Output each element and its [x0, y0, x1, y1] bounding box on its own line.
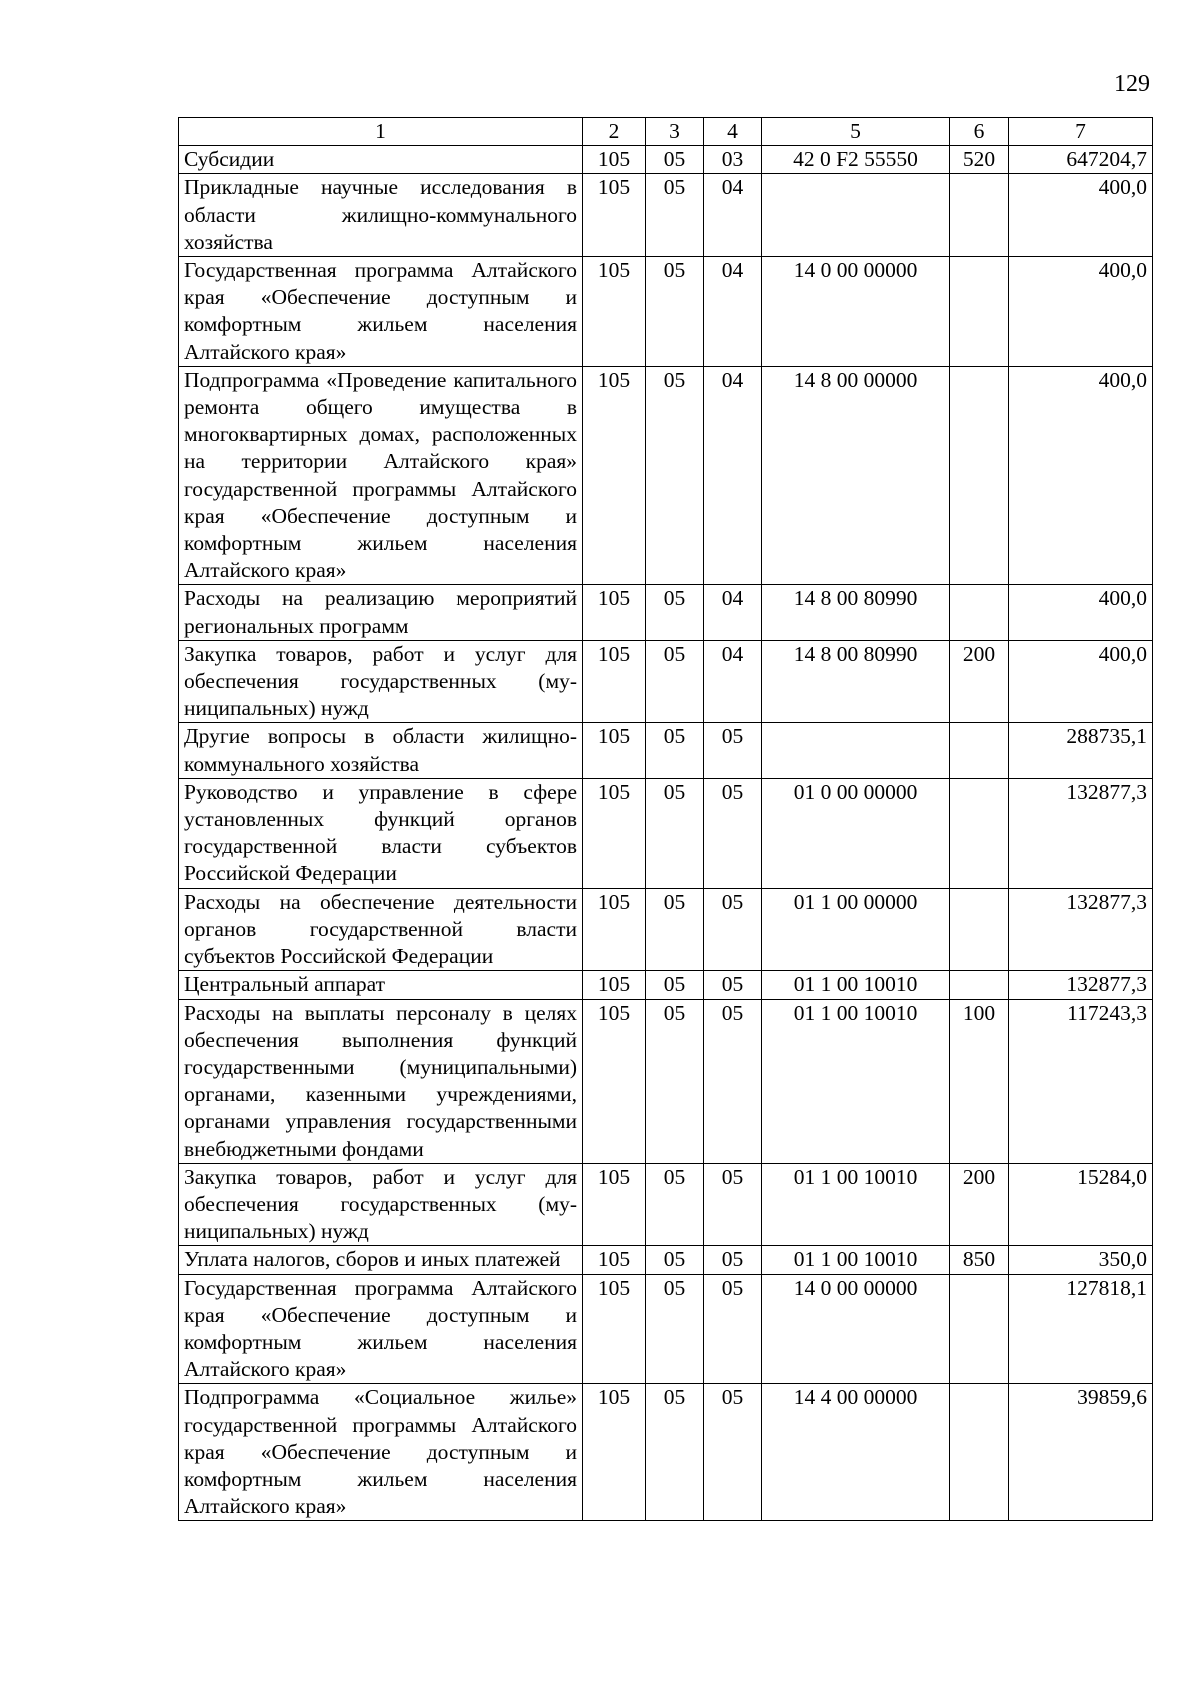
- row-col-5: 14 4 00 00000: [762, 1384, 950, 1521]
- row-col-2: 105: [583, 1384, 646, 1521]
- row-col-5: 01 1 00 10010: [762, 1163, 950, 1246]
- row-col-6: 520: [950, 146, 1009, 174]
- row-col-3: 05: [646, 146, 704, 174]
- budget-table: [178, 117, 1153, 1521]
- row-col-7: 132877,3: [1009, 971, 1153, 999]
- row-name: Подпрограмма «Социальное жилье» государственной программы Алтайского края «Обеспечение доступным и комфортным жильем населения Алтайского края»: [179, 1384, 583, 1521]
- row-col-4: 05: [704, 1163, 762, 1246]
- row-col-2: 105: [583, 146, 646, 174]
- row-col-5: 14 8 00 80990: [762, 640, 950, 723]
- row-col-5: 14 8 00 00000: [762, 366, 950, 585]
- header-col-7: 7: [1009, 118, 1153, 146]
- row-col-7: 400,0: [1009, 585, 1153, 640]
- row-col-4: 04: [704, 366, 762, 585]
- row-col-7: 400,0: [1009, 366, 1153, 585]
- table-row: [179, 723, 1153, 778]
- row-col-2: 105: [583, 257, 646, 367]
- row-col-2: 105: [583, 640, 646, 723]
- table-row: [179, 585, 1153, 640]
- row-col-7: 400,0: [1009, 257, 1153, 367]
- row-col-3: 05: [646, 1246, 704, 1274]
- row-col-3: 05: [646, 585, 704, 640]
- header-col-2: 2: [583, 118, 646, 146]
- row-col-4: 05: [704, 888, 762, 971]
- row-name: Закупка товаров, работ и услуг для обеспечения государственных (муниципальных) нужд: [179, 1163, 583, 1246]
- row-name: Другие вопросы в области жилищно-коммунального хозяйства: [179, 723, 583, 778]
- row-name: Субсидии: [179, 146, 583, 174]
- row-col-5: 01 1 00 10010: [762, 999, 950, 1163]
- table-row: [179, 640, 1153, 723]
- row-col-3: 05: [646, 888, 704, 971]
- table-row: [179, 1274, 1153, 1384]
- row-col-7: 117243,3: [1009, 999, 1153, 1163]
- row-col-6: [950, 257, 1009, 367]
- row-col-4: 03: [704, 146, 762, 174]
- row-col-6: 100: [950, 999, 1009, 1163]
- row-col-3: 05: [646, 999, 704, 1163]
- row-col-6: [950, 778, 1009, 888]
- row-col-7: 127818,1: [1009, 1274, 1153, 1384]
- table-row: [179, 971, 1153, 999]
- row-col-3: 05: [646, 1384, 704, 1521]
- row-col-2: 105: [583, 1274, 646, 1384]
- page-number: 129: [1114, 71, 1150, 97]
- row-col-2: 105: [583, 888, 646, 971]
- row-col-5: 01 1 00 10010: [762, 971, 950, 999]
- row-col-7: 39859,6: [1009, 1384, 1153, 1521]
- header-col-5: 5: [762, 118, 950, 146]
- row-name: Государственная программа Алтайского края «Обеспечение доступным и комфортным жильем населения Алтайского края»: [179, 1274, 583, 1384]
- row-col-7: 400,0: [1009, 174, 1153, 257]
- row-col-5: [762, 723, 950, 778]
- table-row: [179, 778, 1153, 888]
- row-col-7: 288735,1: [1009, 723, 1153, 778]
- row-col-6: [950, 174, 1009, 257]
- row-col-5: 14 8 00 80990: [762, 585, 950, 640]
- table-row: [179, 999, 1153, 1163]
- row-name: Центральный аппарат: [179, 971, 583, 999]
- row-col-2: 105: [583, 585, 646, 640]
- row-col-4: 04: [704, 257, 762, 367]
- row-col-3: 05: [646, 174, 704, 257]
- table-body: [179, 146, 1153, 1521]
- row-col-5: 01 1 00 10010: [762, 1246, 950, 1274]
- row-col-3: 05: [646, 1274, 704, 1384]
- row-col-4: 05: [704, 971, 762, 999]
- row-col-3: 05: [646, 640, 704, 723]
- row-col-4: 05: [704, 1246, 762, 1274]
- row-col-6: [950, 888, 1009, 971]
- row-name: Расходы на выплаты персоналу в целях обеспечения выполнения функций государственными (муниципальными) органами, казенными учреждениями, органами управления государственными внебюджетными фондами: [179, 999, 583, 1163]
- table-row: [179, 257, 1153, 367]
- table-row: [179, 146, 1153, 174]
- header-col-6: 6: [950, 118, 1009, 146]
- row-col-6: [950, 723, 1009, 778]
- row-name: Расходы на реализацию мероприятий региональных программ: [179, 585, 583, 640]
- row-col-4: 05: [704, 999, 762, 1163]
- row-col-5: 14 0 00 00000: [762, 257, 950, 367]
- row-col-4: 05: [704, 1384, 762, 1521]
- table-row: [179, 1246, 1153, 1274]
- row-col-6: [950, 585, 1009, 640]
- header-col-4: 4: [704, 118, 762, 146]
- row-col-7: 350,0: [1009, 1246, 1153, 1274]
- row-col-4: 05: [704, 1274, 762, 1384]
- row-name: Расходы на обеспечение деятельности органов государственной власти субъектов Российской Федерации: [179, 888, 583, 971]
- row-col-4: 04: [704, 585, 762, 640]
- row-col-6: [950, 366, 1009, 585]
- row-col-3: 05: [646, 778, 704, 888]
- row-col-2: 105: [583, 999, 646, 1163]
- header-row: [179, 118, 1153, 146]
- row-col-3: 05: [646, 971, 704, 999]
- row-col-2: 105: [583, 174, 646, 257]
- row-col-3: 05: [646, 366, 704, 585]
- row-col-2: 105: [583, 778, 646, 888]
- row-col-5: [762, 174, 950, 257]
- row-col-4: 04: [704, 174, 762, 257]
- row-col-5: 42 0 F2 55550: [762, 146, 950, 174]
- row-col-5: 01 1 00 00000: [762, 888, 950, 971]
- row-col-7: 647204,7: [1009, 146, 1153, 174]
- row-col-2: 105: [583, 723, 646, 778]
- row-col-4: 04: [704, 640, 762, 723]
- row-col-2: 105: [583, 1246, 646, 1274]
- row-col-3: 05: [646, 723, 704, 778]
- row-name: Подпрограмма «Проведение капитального ремонта общего имущества в многоквартирных домах, расположенных на территории Алтайского края» государственной программы Алтайского края «Обеспечение доступным и комфортным жильем населения Алтайского края»: [179, 366, 583, 585]
- header-col-3: 3: [646, 118, 704, 146]
- table-row: [179, 174, 1153, 257]
- table-row: [179, 366, 1153, 585]
- row-col-6: [950, 1384, 1009, 1521]
- table-header: [179, 118, 1153, 146]
- header-col-1: 1: [179, 118, 583, 146]
- row-name: Руководство и управление в сфере установленных функций органов государственной власти субъектов Российской Федерации: [179, 778, 583, 888]
- row-name: Прикладные научные исследования в области жилищно-коммунального хозяйства: [179, 174, 583, 257]
- row-col-2: 105: [583, 971, 646, 999]
- row-col-7: 132877,3: [1009, 778, 1153, 888]
- row-col-7: 132877,3: [1009, 888, 1153, 971]
- row-col-2: 105: [583, 366, 646, 585]
- row-name: Закупка товаров, работ и услуг для обеспечения государственных (муниципальных) нужд: [179, 640, 583, 723]
- table-row: [179, 1384, 1153, 1521]
- row-col-6: [950, 1274, 1009, 1384]
- table-row: [179, 888, 1153, 971]
- row-col-6: [950, 971, 1009, 999]
- row-col-6: 200: [950, 640, 1009, 723]
- row-col-3: 05: [646, 257, 704, 367]
- row-col-4: 05: [704, 723, 762, 778]
- row-col-2: 105: [583, 1163, 646, 1246]
- row-col-3: 05: [646, 1163, 704, 1246]
- row-col-6: 200: [950, 1163, 1009, 1246]
- row-name: Уплата налогов, сборов и иных платежей: [179, 1246, 583, 1274]
- row-col-5: 01 0 00 00000: [762, 778, 950, 888]
- row-col-6: 850: [950, 1246, 1009, 1274]
- row-name: Государственная программа Алтайского края «Обеспечение доступным и комфортным жильем населения Алтайского края»: [179, 257, 583, 367]
- row-col-7: 400,0: [1009, 640, 1153, 723]
- row-col-7: 15284,0: [1009, 1163, 1153, 1246]
- row-col-5: 14 0 00 00000: [762, 1274, 950, 1384]
- row-col-4: 05: [704, 778, 762, 888]
- table-row: [179, 1163, 1153, 1246]
